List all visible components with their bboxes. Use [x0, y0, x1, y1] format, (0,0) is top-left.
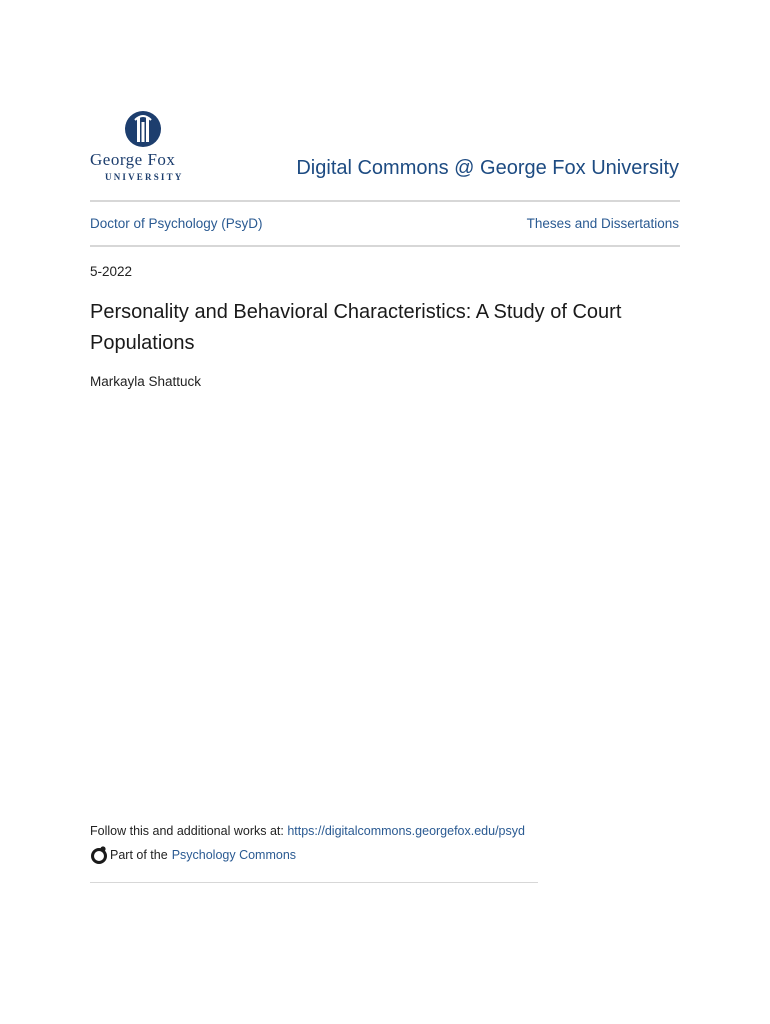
logo-subtitle: UNIVERSITY — [105, 172, 184, 182]
author-name: Markayla Shattuck — [90, 374, 202, 389]
george-fox-logo-icon — [123, 110, 163, 148]
logo-wordmark: George Fox — [90, 150, 176, 169]
psychology-commons-link[interactable]: Psychology Commons — [171, 848, 297, 862]
part-of-line — [90, 845, 296, 865]
bepress-commons-icon — [90, 845, 108, 865]
site-title-link[interactable]: Digital Commons @ George Fox University — [296, 157, 679, 179]
follow-label: Follow this and additional works at: — [90, 824, 288, 838]
university-logo[interactable] — [90, 110, 200, 182]
footer-divider — [90, 882, 538, 883]
breadcrumb-series-link[interactable]: Theses and Dissertations — [526, 216, 679, 231]
breadcrumb-collection-link[interactable]: Doctor of Psychology (PsyD) — [90, 216, 263, 231]
follow-link[interactable]: https://digitalcommons.georgefox.edu/psyd — [287, 824, 525, 838]
document-title: Personality and Behavioral Characteristics: A Study of Court Populations — [90, 301, 622, 354]
follow-line — [90, 824, 525, 838]
header-divider — [90, 200, 680, 202]
breadcrumb-divider — [90, 245, 680, 247]
publication-date: 5-2022 — [90, 264, 133, 279]
part-of-label: Part of the — [110, 848, 168, 862]
